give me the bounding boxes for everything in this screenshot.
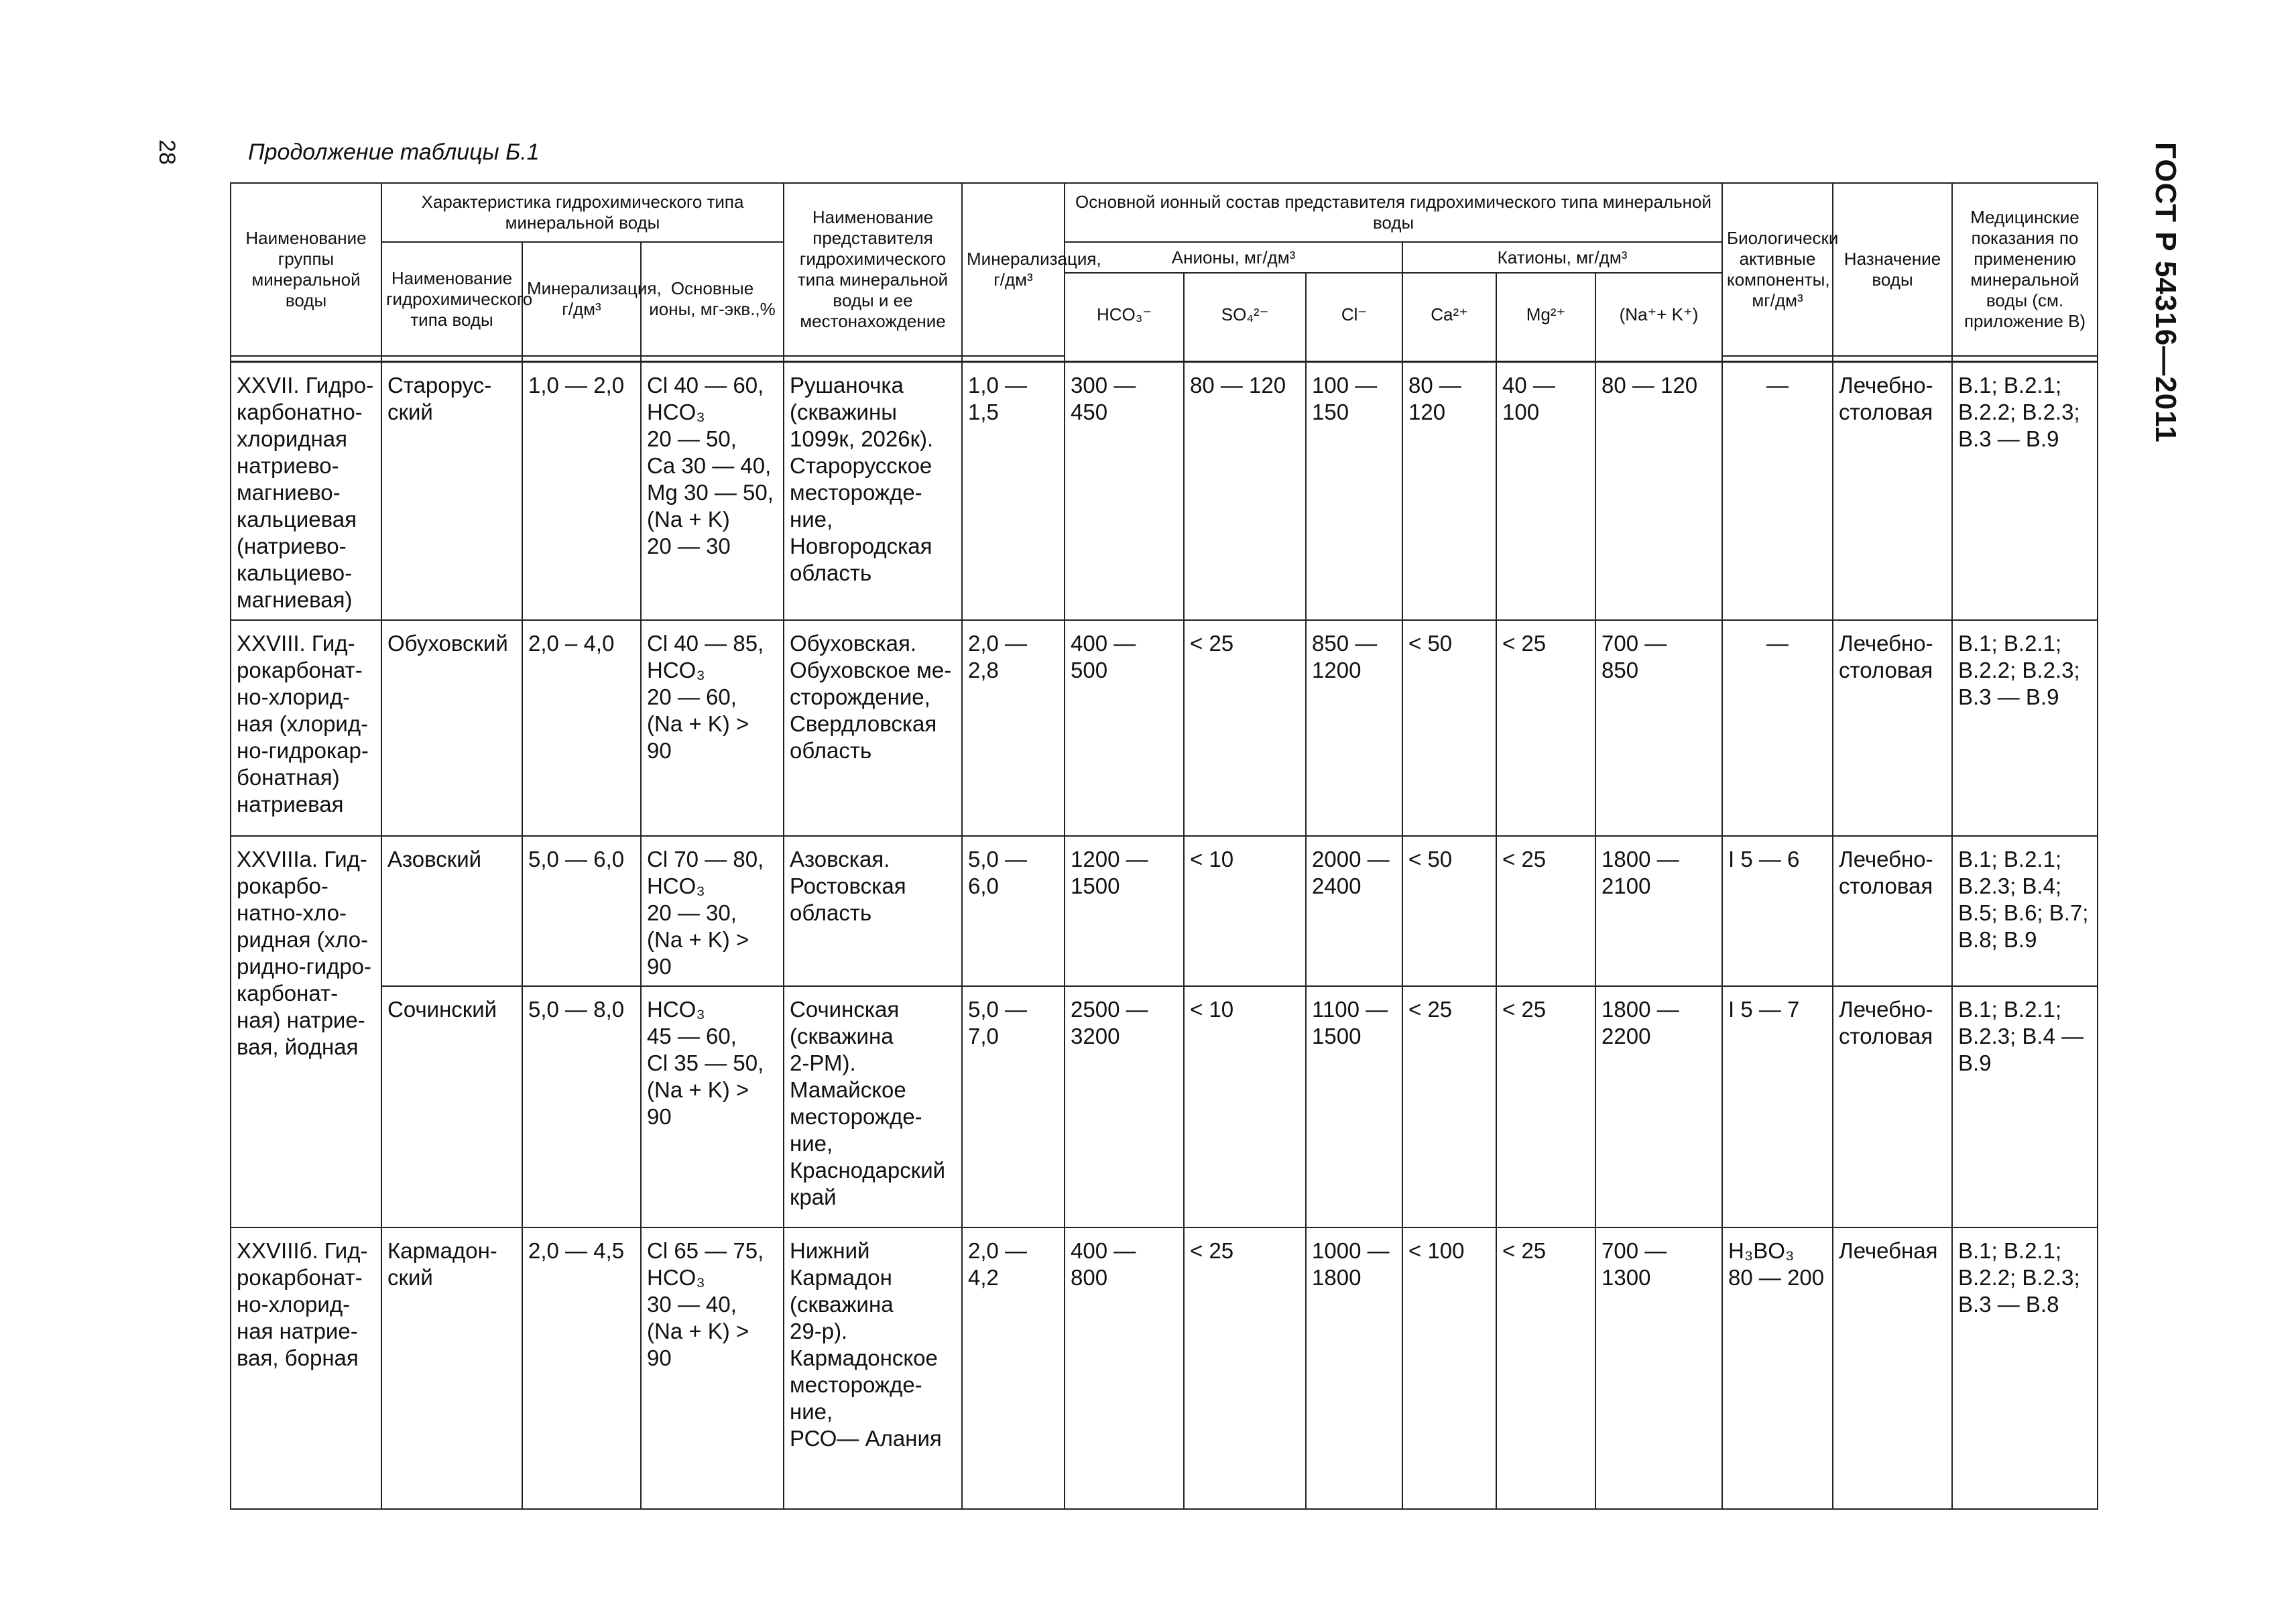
cell-nak: 80 — 120 — [1595, 362, 1722, 620]
cell-mg: < 25 — [1496, 836, 1595, 986]
cell-group: XXVIIIа. Гид- рокарбо- натно-хло- ридная (хло- ридно-гидро- карбонат- ная) натрие- вая, йодная — [231, 836, 381, 1227]
header-ionic-composition: Основной ионный состав представителя гидрохимического типа минеральной воды — [1065, 183, 1722, 242]
cell-cl: 100 — 150 — [1306, 362, 1402, 620]
cell-bio: I 5 — 7 — [1722, 986, 1833, 1227]
table-row — [231, 986, 2098, 1227]
cell-type-mineralization: 2,0 – 4,0 — [522, 620, 641, 836]
cell-bio: H₃BO₃ 80 — 200 — [1722, 1227, 1833, 1509]
cell-indications: В.1; В.2.1; В.2.3; В.4; В.5; В.6; В.7; В.8; В.9 — [1952, 836, 2098, 986]
cell-mineralization: 5,0 — 6,0 — [962, 836, 1065, 986]
cell-purpose: Лечебно- столовая — [1833, 836, 1952, 986]
cell-nak: 1800 — 2200 — [1595, 986, 1722, 1227]
cell-ca: 80 — 120 — [1402, 362, 1496, 620]
page-number: 28 — [154, 139, 180, 165]
cell-cl: 1100 — 1500 — [1306, 986, 1402, 1227]
cell-so4: 80 — 120 — [1184, 362, 1306, 620]
header-hco3: HCO₃⁻ — [1065, 273, 1184, 356]
cell-bio: — — [1722, 620, 1833, 836]
cell-main-ions: Cl 40 — 85, HCO₃ 20 — 60, (Na + K) > 90 — [641, 620, 784, 836]
table-row — [231, 362, 2098, 620]
standard-code: ГОСТ Р 54316—2011 — [2149, 142, 2182, 443]
cell-cl: 1000 — 1800 — [1306, 1227, 1402, 1509]
cell-type-name: Старорус- ский — [381, 362, 522, 620]
header-main-ions: Основные ионы, мг-экв.,% — [641, 242, 784, 356]
cell-type-mineralization: 1,0 — 2,0 — [522, 362, 641, 620]
cell-type-name: Азовский — [381, 836, 522, 986]
header-type-mineralization: Минерализация, г/дм³ — [522, 242, 641, 356]
cell-so4: < 25 — [1184, 620, 1306, 836]
cell-representative: Нижний Кармадон (скважина 29-р). Кармадонское месторожде- ние, РСО— Алания — [784, 1227, 962, 1509]
cell-representative: Сочинская (скважина 2-РМ). Мамайское месторожде- ние, Краснодарский край — [784, 986, 962, 1227]
cell-purpose: Лечебно- столовая — [1833, 620, 1952, 836]
cell-indications: В.1; В.2.1; В.2.2; В.2.3; В.3 — В.9 — [1952, 362, 2098, 620]
header-representative: Наименование представителя гидрохимического типа минеральной воды и ее местонахождение — [784, 183, 962, 356]
cell-hco3: 2500 — 3200 — [1065, 986, 1184, 1227]
cell-ca: < 50 — [1402, 836, 1496, 986]
cell-type-mineralization: 5,0 — 6,0 — [522, 836, 641, 986]
cell-ca: < 25 — [1402, 986, 1496, 1227]
cell-indications: В.1; В.2.1; В.2.3; В.4 — В.9 — [1952, 986, 2098, 1227]
cell-hco3: 300 — 450 — [1065, 362, 1184, 620]
header-separator — [231, 356, 2098, 362]
header-anions: Анионы, мг/дм³ — [1065, 242, 1402, 273]
cell-group: XXVIII. Гид- рокарбонат- но-хлорид- ная (хлорид- но-гидрокар- бонатная) натриевая — [231, 620, 381, 836]
header-nak: (Na⁺+ K⁺) — [1595, 273, 1722, 356]
cell-cl: 850 — 1200 — [1306, 620, 1402, 836]
cell-type-name: Обуховский — [381, 620, 522, 836]
cell-hco3: 400 — 800 — [1065, 1227, 1184, 1509]
cell-cl: 2000 — 2400 — [1306, 836, 1402, 986]
table-row — [231, 836, 2098, 986]
cell-type-name: Сочинский — [381, 986, 522, 1227]
cell-group: XXVIIIб. Гид- рокарбонат- но-хлорид- ная натрие- вая, борная — [231, 1227, 381, 1509]
header-type-name: Наименование гидрохимического типа воды — [381, 242, 522, 356]
cell-main-ions: HCO₃ 45 — 60, Cl 35 — 50, (Na + K) > 90 — [641, 986, 784, 1227]
cell-hco3: 400 — 500 — [1065, 620, 1184, 836]
header-char-type: Характеристика гидрохимического типа минеральной воды — [381, 183, 784, 242]
cell-bio: — — [1722, 362, 1833, 620]
header-purpose: Назначение воды — [1833, 183, 1952, 356]
cell-bio: I 5 — 6 — [1722, 836, 1833, 986]
header-cl: Cl⁻ — [1306, 273, 1402, 356]
table-body — [231, 362, 2098, 1509]
cell-mineralization: 1,0 — 1,5 — [962, 362, 1065, 620]
header-mg: Mg²⁺ — [1496, 273, 1595, 356]
cell-type-mineralization: 2,0 — 4,5 — [522, 1227, 641, 1509]
cell-representative: Рушаночка (скважины 1099к, 2026к). Старорусское месторожде- ние, Новгородская область — [784, 362, 962, 620]
table-caption: Продолжение таблицы Б.1 — [248, 139, 540, 165]
header-cations: Катионы, мг/дм³ — [1402, 242, 1722, 273]
header-mineralization: Минерализация, г/дм³ — [962, 183, 1065, 356]
cell-main-ions: Cl 40 — 60, HCO₃ 20 — 50, Ca 30 — 40, Mg 30 — 50, (Na + K) 20 — 30 — [641, 362, 784, 620]
cell-mineralization: 2,0 — 4,2 — [962, 1227, 1065, 1509]
cell-hco3: 1200 — 1500 — [1065, 836, 1184, 986]
cell-purpose: Лечебно- столовая — [1833, 362, 1952, 620]
cell-purpose: Лечебная — [1833, 1227, 1952, 1509]
cell-mineralization: 5,0 — 7,0 — [962, 986, 1065, 1227]
cell-nak: 700 — 1300 — [1595, 1227, 1722, 1509]
cell-ca: < 50 — [1402, 620, 1496, 836]
cell-main-ions: Cl 65 — 75, HCO₃ 30 — 40, (Na + K) > 90 — [641, 1227, 784, 1509]
table-row — [231, 620, 2098, 836]
cell-mg: < 25 — [1496, 986, 1595, 1227]
cell-mg: < 25 — [1496, 620, 1595, 836]
cell-indications: В.1; В.2.1; В.2.2; В.2.3; В.3 — В.8 — [1952, 1227, 2098, 1509]
cell-so4: < 10 — [1184, 836, 1306, 986]
table-row — [231, 1227, 2098, 1509]
cell-type-mineralization: 5,0 — 8,0 — [522, 986, 641, 1227]
header-ca: Ca²⁺ — [1402, 273, 1496, 356]
header-group-name: Наименование группы минеральной воды — [231, 183, 381, 356]
cell-indications: В.1; В.2.1; В.2.2; В.2.3; В.3 — В.9 — [1952, 620, 2098, 836]
header-bio-components: Биологически активные компоненты, мг/дм³ — [1722, 183, 1833, 356]
cell-main-ions: Cl 70 — 80, HCO₃ 20 — 30, (Na + K) > 90 — [641, 836, 784, 986]
cell-representative: Обуховская. Обуховское ме- сторождение, Свердловская область — [784, 620, 962, 836]
cell-nak: 700 — 850 — [1595, 620, 1722, 836]
cell-mg: < 25 — [1496, 1227, 1595, 1509]
cell-group: XXVII. Гидро- карбонатно- хлоридная натриево- магниево- кальциевая (натриево- кальциево- магниевая) — [231, 362, 381, 620]
header-indications: Медицинские показания по применению минеральной воды (см. приложение В) — [1952, 183, 2098, 356]
cell-representative: Азовская. Ростовская область — [784, 836, 962, 986]
header-so4: SO₄²⁻ — [1184, 273, 1306, 356]
cell-purpose: Лечебно- столовая — [1833, 986, 1952, 1227]
cell-mg: 40 — 100 — [1496, 362, 1595, 620]
table-header — [231, 183, 2098, 362]
mineral-water-table — [230, 182, 2098, 1510]
cell-so4: < 25 — [1184, 1227, 1306, 1509]
cell-type-name: Кармадон- ский — [381, 1227, 522, 1509]
cell-nak: 1800 — 2100 — [1595, 836, 1722, 986]
cell-mineralization: 2,0 — 2,8 — [962, 620, 1065, 836]
cell-so4: < 10 — [1184, 986, 1306, 1227]
cell-ca: < 100 — [1402, 1227, 1496, 1509]
